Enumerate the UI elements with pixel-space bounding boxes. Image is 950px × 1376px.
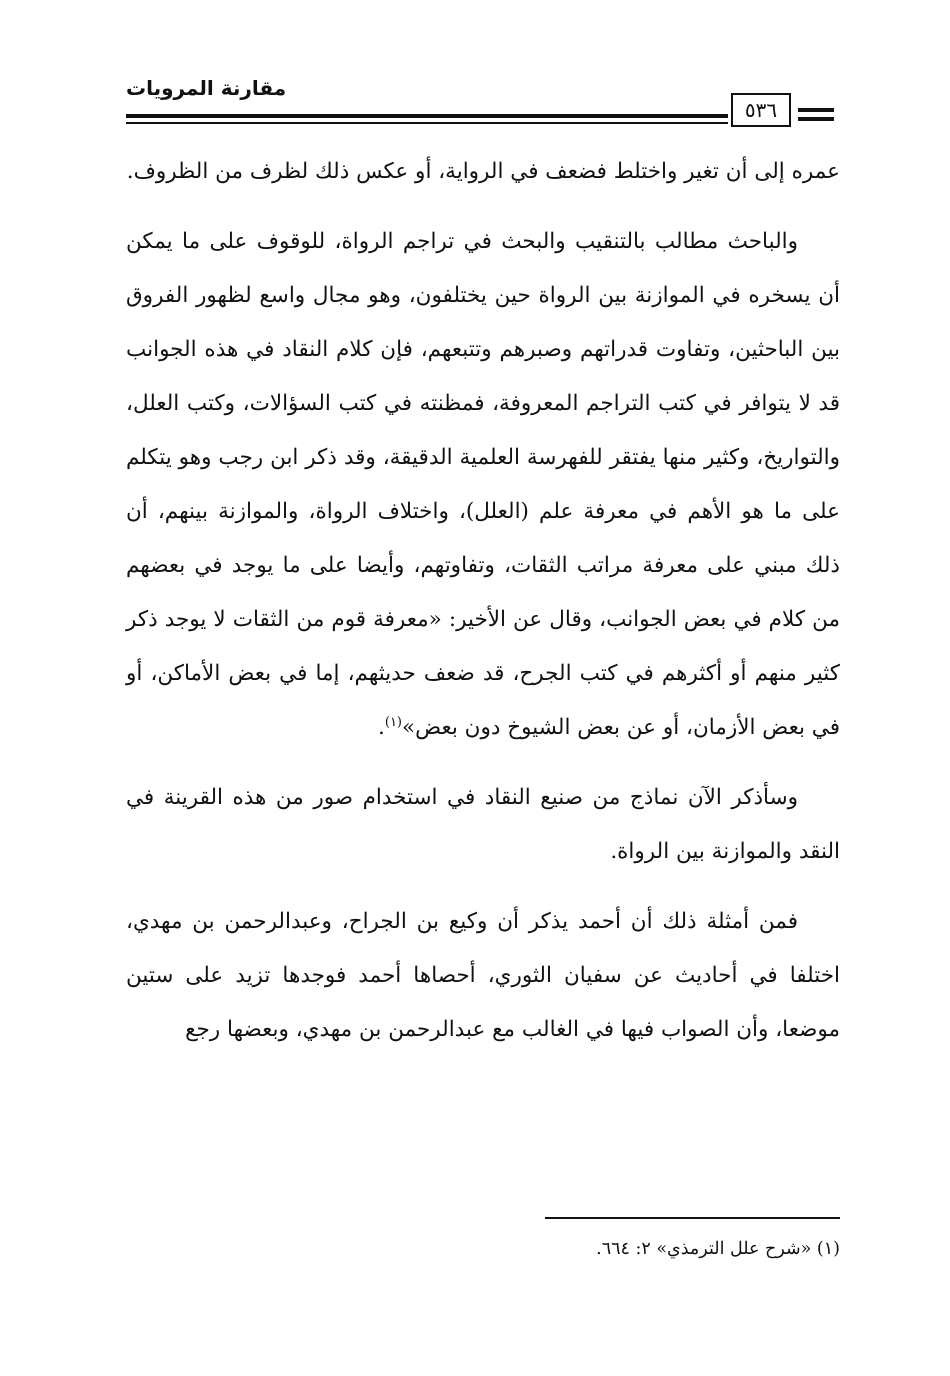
header-rule-thin — [126, 122, 728, 124]
paragraph-continuation: عمره إلى أن تغير واختلط فضعف في الرواية، أو عكس ذلك لظرف من الظروف. — [126, 159, 840, 184]
header-ornament-dash — [798, 108, 834, 112]
paragraph-gap — [126, 879, 840, 895]
paragraph-example: فمن أمثلة ذلك أن أحمد يذكر أن وكيع بن الجراح، وعبدالرحمن بن مهدي، اختلفا في أحاديث عن سفيان الثوري، أحصاها أحمد فوجدها تزيد على ستين موضعا، وأن الصواب فيها في الغالب مع عبدالرحمن بن مهدي، وبعضها رجع — [126, 909, 840, 1042]
paragraph-text: والباحث مطالب بالتنقيب والبحث في تراجم الرواة، للوقوف على ما يمكن أن يسخره في الموازنة بين الرواة حين يختلفون، وهو مجال واسع لظهور الفروق بين الباحثين، وتفاوت قدراتهم وصبرهم وتتبعهم، فإن كلام النقاد في هذه الجوانب قد لا يتوافر في كتب التراجم المعروفة، فمظنته في كتب السؤالات، وكتب العلل، والتواريخ، وكثير منها يفتقر للفهرسة العلمية الدقيقة، وقد ذكر ابن رجب وهو يتكلم على ما هو الأهم في معرفة علم (العلل)، واختلاف الرواة، والموازنة بينهم، أن ذلك مبني على معرفة مراتب الثقات، وتفاوتهم، وأيضا على ما يوجد في بعضهم من كلام في بعض الجوانب، وقال عن الأخير: «معرفة قوم من الثقات لا يوجد ذكر كثير منهم أو أكثرهم في كتب الجرح، قد ضعف حديثهم، إما في بعض الأماكن، أو في بعض الأزمان، أو عن بعض الشيوخ دون بعض» — [126, 229, 840, 740]
page-number-box: ٥٣٦ — [731, 93, 791, 127]
paragraph-gap — [126, 199, 840, 215]
header-ornament-dash — [798, 117, 834, 121]
footnote-reference: (١) — [384, 714, 402, 730]
running-title: مقارنة المرويات — [126, 76, 287, 100]
footnote-separator — [545, 1217, 840, 1219]
main-text — [126, 145, 840, 1057]
paragraph-gap — [126, 755, 840, 771]
footnote-1: (١) «شرح علل الترمذي» ٢: ٦٦٤. — [596, 1239, 840, 1259]
paragraph-end-mark: . — [378, 715, 385, 740]
header-rule-thick — [126, 114, 728, 118]
paragraph-examples-intro: وسأذكر الآن نماذج من صنيع النقاد في استخدام صور من هذه القرينة في النقد والموازنة بين الرواة. — [126, 785, 840, 864]
paragraph-researcher — [126, 215, 840, 755]
